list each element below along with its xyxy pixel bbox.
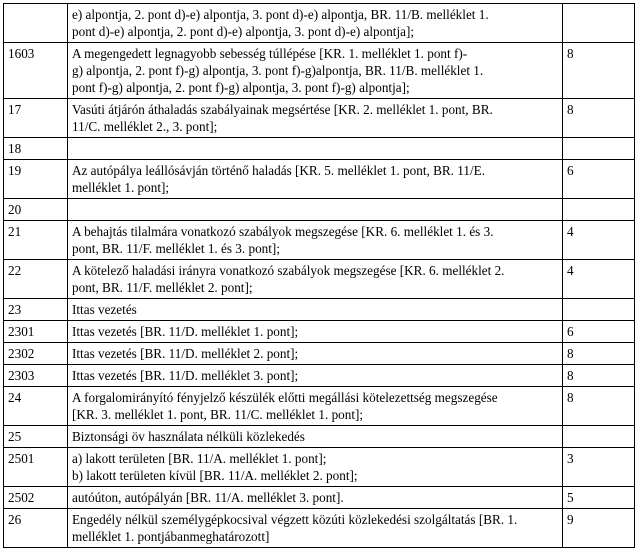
row-points bbox=[563, 426, 635, 448]
row-code: 1603 bbox=[4, 43, 68, 99]
row-points bbox=[563, 138, 635, 160]
table-row bbox=[4, 321, 635, 343]
row-code: 2502 bbox=[4, 487, 68, 509]
row-points bbox=[563, 199, 635, 221]
row-description bbox=[68, 199, 563, 221]
row-points bbox=[563, 4, 635, 43]
row-points: 4 bbox=[563, 221, 635, 260]
table-row bbox=[4, 487, 635, 509]
row-points: 5 bbox=[563, 487, 635, 509]
row-code: 2301 bbox=[4, 321, 68, 343]
row-description: A forgalomirányító fényjelző készülék előtti megállási kötelezettség megszegése [KR. 3. melléklet 1. pont, BR. 11/C. melléklet 1. pont]; bbox=[68, 387, 563, 426]
row-code: 22 bbox=[4, 260, 68, 299]
table-row bbox=[4, 160, 635, 199]
table-row bbox=[4, 299, 635, 321]
row-description: Ittas vezetés [BR. 11/D. melléklet 3. pont]; bbox=[68, 365, 563, 387]
row-points: 6 bbox=[563, 321, 635, 343]
row-description: A megengedett legnagyobb sebesség túllépése [KR. 1. melléklet 1. pont f)- g) alpontja, 2. pont f)-g) alpontja, 3. pont f)-g)alpontja, BR. 11/B. melléklet 1. pont f)-g) alpontja, 2. pont f)-g) alpontja, 3. pont f)-g) alpontja]; bbox=[68, 43, 563, 99]
row-code: 2501 bbox=[4, 448, 68, 487]
row-points: 8 bbox=[563, 43, 635, 99]
row-points bbox=[563, 299, 635, 321]
row-code: 21 bbox=[4, 221, 68, 260]
row-code: 17 bbox=[4, 99, 68, 138]
row-points: 9 bbox=[563, 509, 635, 548]
table-row bbox=[4, 199, 635, 221]
row-code: 23 bbox=[4, 299, 68, 321]
table-row bbox=[4, 99, 635, 138]
row-description: A behajtás tilalmára vonatkozó szabályok megszegése [KR. 6. melléklet 1. és 3. pont, BR. 11/F. melléklet 1. és 3. pont]; bbox=[68, 221, 563, 260]
row-description: Engedély nélkül személygépkocsival végzett közúti közlekedési szolgáltatás [BR. 1. melléklet 1. pontjábanmeghatározott] bbox=[68, 509, 563, 548]
table-row bbox=[4, 448, 635, 487]
table-row bbox=[4, 260, 635, 299]
row-code: 18 bbox=[4, 138, 68, 160]
row-points: 8 bbox=[563, 365, 635, 387]
table-row bbox=[4, 4, 635, 43]
row-description: a) lakott területen [BR. 11/A. melléklet 1. pont]; b) lakott területen kívül [BR. 11/A. melléklet 2. pont]; bbox=[68, 448, 563, 487]
table-row bbox=[4, 509, 635, 548]
row-description: A kötelező haladási irányra vonatkozó szabályok megszegése [KR. 6. melléklet 2. pont, BR. 11/F. melléklet 2. pont]; bbox=[68, 260, 563, 299]
row-description: Vasúti átjárón áthaladás szabályainak megsértése [KR. 2. melléklet 1. pont, BR. 11/C. melléklet 2., 3. pont]; bbox=[68, 99, 563, 138]
row-points: 3 bbox=[563, 448, 635, 487]
row-description: Biztonsági öv használata nélküli közlekedés bbox=[68, 426, 563, 448]
row-code: 19 bbox=[4, 160, 68, 199]
table-row bbox=[4, 343, 635, 365]
row-description: Ittas vezetés bbox=[68, 299, 563, 321]
row-code: 20 bbox=[4, 199, 68, 221]
table-row bbox=[4, 387, 635, 426]
row-points: 8 bbox=[563, 387, 635, 426]
row-code: 26 bbox=[4, 509, 68, 548]
row-description: Ittas vezetés [BR. 11/D. melléklet 2. pont]; bbox=[68, 343, 563, 365]
row-code: 25 bbox=[4, 426, 68, 448]
row-points: 6 bbox=[563, 160, 635, 199]
row-points: 8 bbox=[563, 99, 635, 138]
row-description: e) alpontja, 2. pont d)-e) alpontja, 3. pont d)-e) alpontja, BR. 11/B. melléklet 1. pont d)-e) alpontja, 2. pont d)-e) alpontja, 3. pont d)-e) alpontja]; bbox=[68, 4, 563, 43]
row-description: Az autópálya leállósávján történő haladás [KR. 5. melléklet 1. pont, BR. 11/E. melléklet 1. pont]; bbox=[68, 160, 563, 199]
row-code: 24 bbox=[4, 387, 68, 426]
table-row bbox=[4, 43, 635, 99]
row-description bbox=[68, 138, 563, 160]
row-code bbox=[4, 4, 68, 43]
table-row bbox=[4, 138, 635, 160]
table-row bbox=[4, 365, 635, 387]
row-code: 2302 bbox=[4, 343, 68, 365]
row-points: 8 bbox=[563, 343, 635, 365]
penalty-points-table bbox=[3, 3, 635, 548]
table-row bbox=[4, 426, 635, 448]
table-body bbox=[4, 4, 635, 548]
row-code: 2303 bbox=[4, 365, 68, 387]
row-description: autóúton, autópályán [BR. 11/A. melléklet 3. pont]. bbox=[68, 487, 563, 509]
row-points: 4 bbox=[563, 260, 635, 299]
regulation-table-page bbox=[3, 3, 635, 548]
table-row bbox=[4, 221, 635, 260]
row-description: Ittas vezetés [BR. 11/D. melléklet 1. pont]; bbox=[68, 321, 563, 343]
